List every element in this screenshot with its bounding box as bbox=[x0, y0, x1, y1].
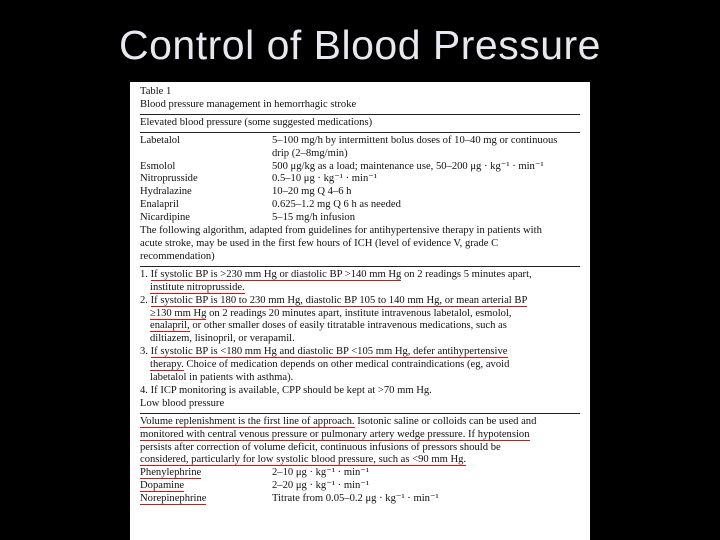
medication-dose: 10–20 mg Q 4–6 h bbox=[272, 186, 352, 198]
divider bbox=[140, 132, 580, 133]
step-number: 3. bbox=[140, 346, 148, 358]
medication-dose: 0.5–10 μg · kg⁻¹ · min⁻¹ bbox=[272, 173, 378, 185]
step-text-underlined: If systolic BP is 180 to 230 mm Hg, diastolic BP 105 to 140 mm Hg, or mean arterial BP bbox=[150, 294, 528, 306]
low-bp-header: Low blood pressure bbox=[140, 397, 225, 409]
pressor-row bbox=[140, 467, 580, 480]
step-text-underlined: institute nitroprusside. bbox=[150, 281, 245, 293]
slide-title: Control of Blood Pressure bbox=[119, 22, 601, 68]
volume-text-underlined: monitored with central venous pressure or pulmonary artery wedge pressure. If hypotension bbox=[140, 428, 530, 440]
volume-text-underlined: Volume replenishment is the first line of approach. bbox=[140, 415, 355, 427]
step-number: 1. bbox=[140, 268, 148, 280]
volume-text: Isotonic saline or colloids can be used and bbox=[354, 415, 537, 427]
pressor-name: Dopamine bbox=[140, 480, 185, 492]
pressor-row bbox=[140, 480, 580, 493]
algorithm-step-3 bbox=[140, 346, 580, 385]
medication-row bbox=[140, 173, 580, 186]
divider bbox=[140, 266, 580, 267]
algorithm-step-1 bbox=[140, 269, 580, 295]
step-text: on 2 readings 5 minutes apart, bbox=[401, 268, 532, 280]
step-text-underlined: therapy. bbox=[150, 359, 184, 371]
step-text-underlined: enalapril, bbox=[150, 320, 190, 332]
divider bbox=[140, 114, 580, 115]
step-text-underlined: If systolic BP is >230 mm Hg or diastolic BP >140 mm Hg bbox=[150, 268, 402, 280]
algorithm-step-4 bbox=[140, 385, 580, 398]
step-text: If ICP monitoring is available, CPP should be kept at >70 mm Hg. bbox=[150, 384, 432, 396]
elevated-bp-header: Elevated blood pressure (some suggested medications) bbox=[140, 116, 373, 128]
divider bbox=[140, 413, 580, 414]
medication-dose: 500 μg/kg as a load; maintenance use, 50–200 μg · kg⁻¹ · min⁻¹ bbox=[272, 160, 544, 172]
algorithm-text-line: recommendation) bbox=[140, 250, 215, 262]
medication-row bbox=[140, 199, 580, 212]
step-text-underlined: If systolic BP is <180 mm Hg and diastolic BP <105 mm Hg, defer antihypertensive bbox=[150, 346, 508, 358]
medication-row bbox=[140, 186, 580, 199]
medication-row bbox=[140, 161, 580, 174]
step-text: labetalol in patients with asthma). bbox=[150, 372, 294, 384]
medication-row bbox=[140, 135, 580, 148]
pressor-row bbox=[140, 493, 580, 506]
table-label: Table 1 bbox=[140, 86, 172, 97]
volume-paragraph bbox=[140, 416, 580, 468]
step-number: 2. bbox=[140, 294, 148, 306]
medication-name: Esmolol bbox=[140, 160, 176, 172]
medication-row bbox=[140, 212, 580, 225]
medication-name: Hydralazine bbox=[140, 186, 192, 198]
medication-name: Nitroprusside bbox=[140, 173, 198, 185]
medication-name: Enalapril bbox=[140, 199, 179, 211]
step-text: on 2 readings 20 minutes apart, institute intravenous labetalol, esmolol, bbox=[206, 307, 512, 319]
pressor-dose: 2–10 μg · kg⁻¹ · min⁻¹ bbox=[272, 467, 370, 479]
volume-text: persists after correction of volume deficit, continuous infusions of pressors should be bbox=[140, 441, 501, 453]
medication-name: Nicardipine bbox=[140, 212, 191, 224]
pressor-dose: 2–20 μg · kg⁻¹ · min⁻¹ bbox=[272, 480, 370, 492]
volume-text-underlined: considered, particularly for low systolic blood pressure, such as <90 mm Hg. bbox=[140, 454, 467, 466]
medication-dose: 5–100 mg/h by intermittent bolus doses of 10–40 mg or continuous bbox=[272, 134, 558, 146]
medication-dose: 0.625–1.2 mg Q 6 h as needed bbox=[272, 199, 401, 211]
step-number: 4. bbox=[140, 384, 148, 396]
table-caption: Blood pressure management in hemorrhagic stroke bbox=[140, 98, 357, 110]
pressor-dose: Titrate from 0.05–0.2 μg · kg⁻¹ · min⁻¹ bbox=[272, 493, 439, 505]
pressor-name: Norepinephrine bbox=[140, 493, 207, 505]
algorithm-text-line: The following algorithm, adapted from guidelines for antihypertensive therapy in patients with bbox=[140, 225, 542, 237]
step-text: or other smaller doses of easily titratable intravenous medications, such as bbox=[189, 320, 507, 332]
table-document bbox=[130, 82, 590, 540]
step-text-underlined: ≥130 mm Hg bbox=[150, 307, 207, 319]
step-text: diltiazem, lisinopril, or verapamil. bbox=[150, 333, 295, 345]
step-text: Choice of medication depends on other medical contraindications (eg, avoid bbox=[183, 359, 510, 371]
algorithm-step-2 bbox=[140, 295, 580, 347]
algorithm-text-line: acute stroke, may be used in the first few hours of ICH (level of evidence V, grade C bbox=[140, 237, 499, 249]
medication-dose-continued: drip (2–8mg/min) bbox=[272, 147, 348, 159]
pressor-name: Phenylephrine bbox=[140, 467, 202, 479]
medication-dose: 5–15 mg/h infusion bbox=[272, 212, 355, 224]
medication-name: Labetalol bbox=[140, 134, 181, 146]
